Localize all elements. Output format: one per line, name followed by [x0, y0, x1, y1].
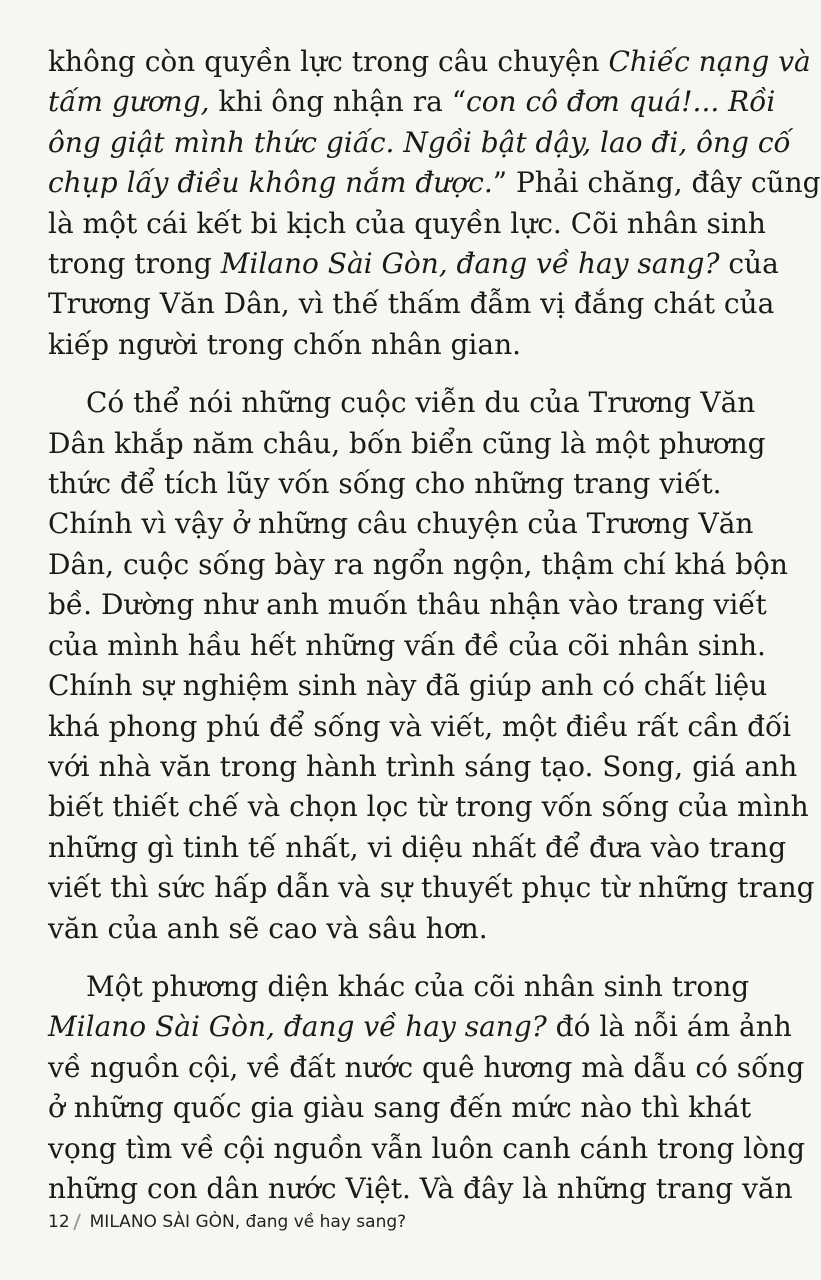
text-line	[48, 1129, 806, 1169]
text-run: ở những quốc gia giàu sang đến mức nào thì khát	[48, 1091, 752, 1125]
text-run: kiếp người trong chốn nhân gian.	[48, 327, 522, 361]
text-line	[48, 828, 787, 868]
text-line	[48, 163, 821, 203]
text-run: về nguồn cội, về đất nước quê hương mà dẫu có sống	[48, 1050, 805, 1084]
text-run: Dân, cuộc sống bày ra ngổn ngộn, thậm chí khá bộn	[48, 547, 788, 581]
text-line	[48, 967, 750, 1007]
text-line	[48, 666, 768, 706]
text-line	[48, 383, 756, 423]
text-run: Có thể nói những cuộc viễn du của Trương Văn	[86, 386, 756, 420]
text-run: Chính vì vậy ở những câu chuyện của Trương Văn	[48, 507, 754, 541]
running-title: MILANO SÀI GÒN, đang về hay sang?	[89, 1212, 407, 1232]
text-run: khá phong phú để sống và viết, một điều rất cần đối	[48, 709, 792, 743]
text-run: những con dân nước Việt. Và đây là những trang văn	[48, 1171, 793, 1205]
text-line	[48, 585, 767, 625]
text-run: Trương Văn Dân, vì thế thấm đẫm vị đắng chát của	[48, 287, 775, 321]
text-line	[48, 1169, 793, 1209]
text-run: biết thiết chế và chọn lọc từ trong vốn sống của mình	[48, 790, 809, 824]
text-run: khi ông nhận ra “	[209, 85, 467, 119]
footer-separator	[73, 1214, 87, 1230]
text-line	[48, 42, 811, 82]
text-line	[48, 626, 766, 666]
text-run: văn của anh sẽ cao và sâu hơn.	[48, 911, 488, 945]
text-line	[48, 1088, 752, 1128]
text-line	[48, 545, 788, 585]
text-run: với nhà văn trong hành trình sáng tạo. Song, giá anh	[48, 749, 798, 783]
text-run: những gì tinh tế nhất, vi diệu nhất để đưa vào trang	[48, 830, 787, 864]
paragraph	[48, 42, 821, 365]
text-run: của	[719, 247, 779, 281]
text-line	[48, 868, 815, 908]
italic-text: con cô đơn quá!... Rồi	[466, 85, 776, 119]
text-line	[48, 424, 766, 464]
text-run: không còn quyền lực trong câu chuyện	[48, 45, 609, 78]
text-line	[48, 204, 766, 244]
italic-text: chụp lấy điều không nắm được.	[48, 166, 493, 200]
text-line	[48, 325, 656, 365]
text-line	[48, 1007, 792, 1047]
text-run: bề. Dường như anh muốn thâu nhận vào trang viết	[48, 588, 767, 622]
text-line	[48, 707, 792, 747]
text-line	[48, 504, 754, 544]
page-number: 12	[48, 1212, 70, 1232]
text-line	[48, 82, 776, 122]
text-line	[48, 1048, 805, 1088]
text-run: viết thì sức hấp dẫn và sự thuyết phục từ những trang	[48, 871, 815, 905]
text-line	[48, 284, 775, 324]
text-line	[48, 787, 809, 827]
text-run: Dân khắp năm châu, bốn biển cũng là một phương	[48, 426, 766, 460]
italic-text: Chiếc nạng và	[608, 45, 811, 78]
body-text	[48, 42, 821, 1209]
text-run: ” Phải chăng, đây cũng	[492, 166, 821, 200]
text-line	[48, 464, 722, 504]
text-line	[48, 123, 791, 163]
italic-text: tấm gương,	[48, 85, 210, 119]
italic-text: Milano Sài Gòn, đang về hay sang?	[48, 1010, 547, 1044]
paragraph	[48, 383, 815, 949]
text-run: Chính sự nghiệm sinh này đã giúp anh có chất liệu	[48, 669, 768, 703]
italic-text: ông giật mình thức giấc. Ngồi bật dậy, lao đi, ông cố	[48, 125, 791, 159]
text-run: thức để tích lũy vốn sống cho những trang viết.	[48, 467, 722, 501]
text-run: vọng tìm về cội nguồn vẫn luôn canh cánh trong lòng	[48, 1131, 806, 1165]
italic-text: Milano Sài Gòn, đang về hay sang?	[220, 247, 720, 281]
paragraph	[48, 967, 806, 1209]
text-run: của mình hầu hết những vấn đề của cõi nhân sinh.	[48, 628, 766, 662]
text-run: đó là nỗi ám ảnh	[546, 1010, 792, 1044]
text-run: là một cái kết bi kịch của quyền lực. Cõi nhân sinh	[48, 206, 766, 240]
text-line	[48, 747, 798, 787]
text-run: trong trong	[48, 247, 221, 281]
text-run: Một phương diện khác của cõi nhân sinh trong	[86, 969, 750, 1003]
text-line	[48, 909, 656, 949]
text-line	[48, 244, 779, 284]
page-footer	[48, 1212, 406, 1232]
